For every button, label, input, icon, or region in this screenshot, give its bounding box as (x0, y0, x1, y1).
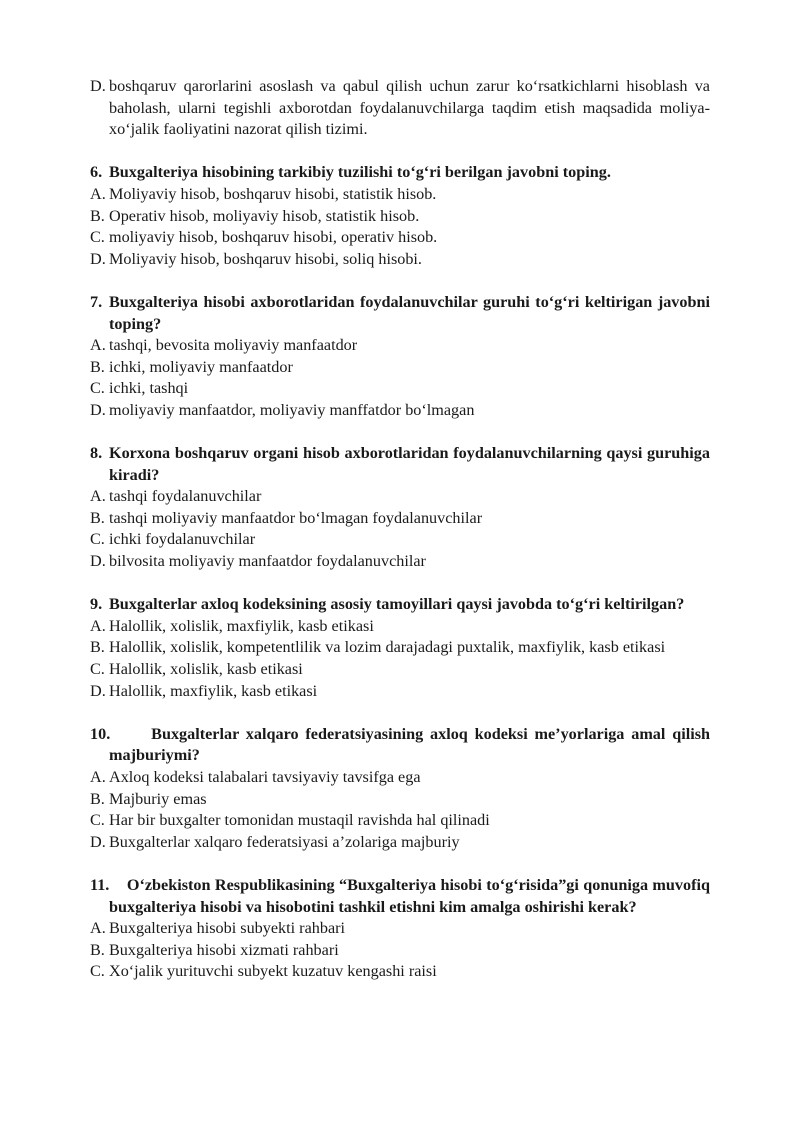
question-heading (90, 162, 710, 184)
option-letter: B. (90, 638, 105, 657)
option-letter: A. (90, 768, 106, 786)
option-text: moliyaviy manfaatdor, moliyaviy manffatdor bo‘lmagan (109, 400, 475, 419)
option-text: tashqi foydalanuvchilar (109, 487, 262, 506)
question-number: 9. (90, 595, 103, 614)
option-text: tashqi moliyaviy manfaatdor bo‘lmagan foydalanuvchilar (109, 508, 483, 527)
option-item (90, 76, 710, 141)
option-letter: D. (90, 400, 106, 419)
option-text: boshqaruv qarorlarini asoslash va qabul qilish uchun zarur ko‘rsatkichlarni hisoblash va baholash, ularni tegishli axborotdan foydalanuvchilarga taqdim etish maqsadida moliya-xo‘jalik faoliyatini nazorat qilish tizimi. (109, 77, 710, 139)
option-item (90, 486, 710, 508)
option-letter: D. (90, 832, 106, 851)
question-heading (90, 594, 710, 616)
option-text: Halollik, xolislik, kasb etikasi (109, 660, 303, 679)
option-item (90, 616, 710, 638)
question-number: 6. (90, 163, 103, 182)
option-item (90, 400, 710, 422)
question-block (90, 292, 710, 422)
option-letter: D. (90, 77, 106, 95)
option-item (90, 206, 710, 228)
option-letter: B. (90, 357, 105, 376)
option-text: Har bir buxgalter tomonidan mustaqil ravishda hal qilinadi (109, 811, 490, 830)
question-block (90, 594, 710, 702)
question-number: 10. (90, 724, 111, 743)
option-item (90, 378, 710, 400)
option-text: Buxgalteriya hisobi xizmati rahbari (109, 940, 339, 959)
option-letter: C. (90, 228, 105, 247)
option-item (90, 681, 710, 703)
question-heading (90, 292, 710, 335)
option-item (90, 227, 710, 249)
option-letter: A. (90, 184, 106, 203)
option-item (90, 357, 710, 379)
question-text: Buxgalterlar xalqaro federatsiyasining axloq kodeksi me’yorlariga amal qilish majburiymi? (109, 724, 711, 765)
question-number: 7. (90, 292, 103, 311)
option-letter: C. (90, 530, 105, 549)
option-letter: C. (90, 379, 105, 398)
option-item (90, 918, 710, 940)
option-item (90, 789, 710, 811)
option-text: Axloq kodeksi talabalari tavsiyaviy tavsifga ega (109, 768, 421, 786)
option-text: ichki foydalanuvchilar (109, 530, 256, 549)
question-block (90, 875, 710, 983)
option-text: Halollik, xolislik, kompetentlilik va lozim darajadagi puxtalik, maxfiylik, kasb etikasi (109, 638, 666, 657)
option-text: Xo‘jalik yurituvchi subyekt kuzatuv kengashi raisi (109, 962, 437, 981)
option-item (90, 184, 710, 206)
document-page (90, 76, 710, 983)
option-item (90, 551, 710, 573)
option-item (90, 508, 710, 530)
question-number: 11. (90, 875, 110, 894)
question-block (90, 724, 710, 854)
option-text: Buxgalterlar xalqaro federatsiyasi a’zolariga majburiy (109, 832, 460, 851)
question-heading (90, 724, 710, 767)
question-text: O‘zbekiston Respublikasining “Buxgalteriya hisobi to‘g‘risida”gi qonuniga muvofiq buxgalteriya hisobi va hisobotini tashkil etishni kim amalga oshirishi kerak? (109, 875, 710, 916)
option-text: ichki, tashqi (109, 379, 189, 398)
option-letter: B. (90, 940, 105, 959)
option-letter: B. (90, 508, 105, 527)
option-text: Moliyaviy hisob, boshqaruv hisobi, statistik hisob. (109, 184, 437, 203)
option-text: ichki, moliyaviy manfaatdor (109, 357, 293, 376)
question-block (90, 443, 710, 573)
option-text: Buxgalteriya hisobi subyekti rahbari (109, 919, 346, 938)
question-text: Buxgalteriya hisobining tarkibiy tuzilishi to‘g‘ri berilgan javobni toping. (109, 163, 611, 182)
option-item (90, 961, 710, 983)
option-letter: A. (90, 336, 106, 355)
option-item (90, 832, 710, 854)
option-text: moliyaviy hisob, boshqaruv hisobi, operativ hisob. (109, 228, 438, 247)
option-item (90, 659, 710, 681)
option-text: Halollik, xolislik, maxfiylik, kasb etikasi (109, 616, 374, 635)
question-block (90, 162, 710, 270)
option-item (90, 940, 710, 962)
option-item (90, 767, 710, 789)
question-text: Korxona boshqaruv organi hisob axborotlaridan foydalanuvchilarning qaysi guruhiga kiradi? (109, 444, 710, 484)
option-item (90, 335, 710, 357)
option-text: Moliyaviy hisob, boshqaruv hisobi, soliq hisobi. (109, 249, 422, 268)
option-letter: A. (90, 616, 106, 635)
option-letter: D. (90, 681, 106, 700)
option-letter: C. (90, 660, 105, 679)
option-letter: B. (90, 789, 105, 808)
option-letter: C. (90, 811, 105, 830)
option-item (90, 810, 710, 832)
option-item (90, 249, 710, 271)
question-heading (90, 443, 710, 486)
option-letter: D. (90, 552, 106, 571)
option-letter: D. (90, 249, 106, 268)
question-number: 8. (90, 444, 103, 463)
question-heading (90, 875, 710, 918)
question-text: Buxgalteriya hisobi axborotlaridan foydalanuvchilar guruhi to‘g‘ri keltirigan javobni toping? (109, 292, 710, 333)
question-text: Buxgalterlar axloq kodeksining asosiy tamoyillari qaysi javobda to‘g‘ri keltirilgan? (109, 595, 685, 614)
option-letter: A. (90, 487, 106, 506)
option-letter: A. (90, 919, 106, 938)
option-item (90, 529, 710, 551)
option-letter: B. (90, 206, 105, 225)
option-text: tashqi, bevosita moliyaviy manfaatdor (109, 336, 358, 355)
option-text: Operativ hisob, moliyaviy hisob, statistik hisob. (109, 206, 420, 225)
option-letter: C. (90, 962, 105, 981)
option-text: Majburiy emas (109, 789, 207, 808)
option-text: Halollik, maxfiylik, kasb etikasi (109, 681, 318, 700)
option-text: bilvosita moliyaviy manfaatdor foydalanuvchilar (109, 552, 426, 571)
option-item (90, 637, 710, 659)
